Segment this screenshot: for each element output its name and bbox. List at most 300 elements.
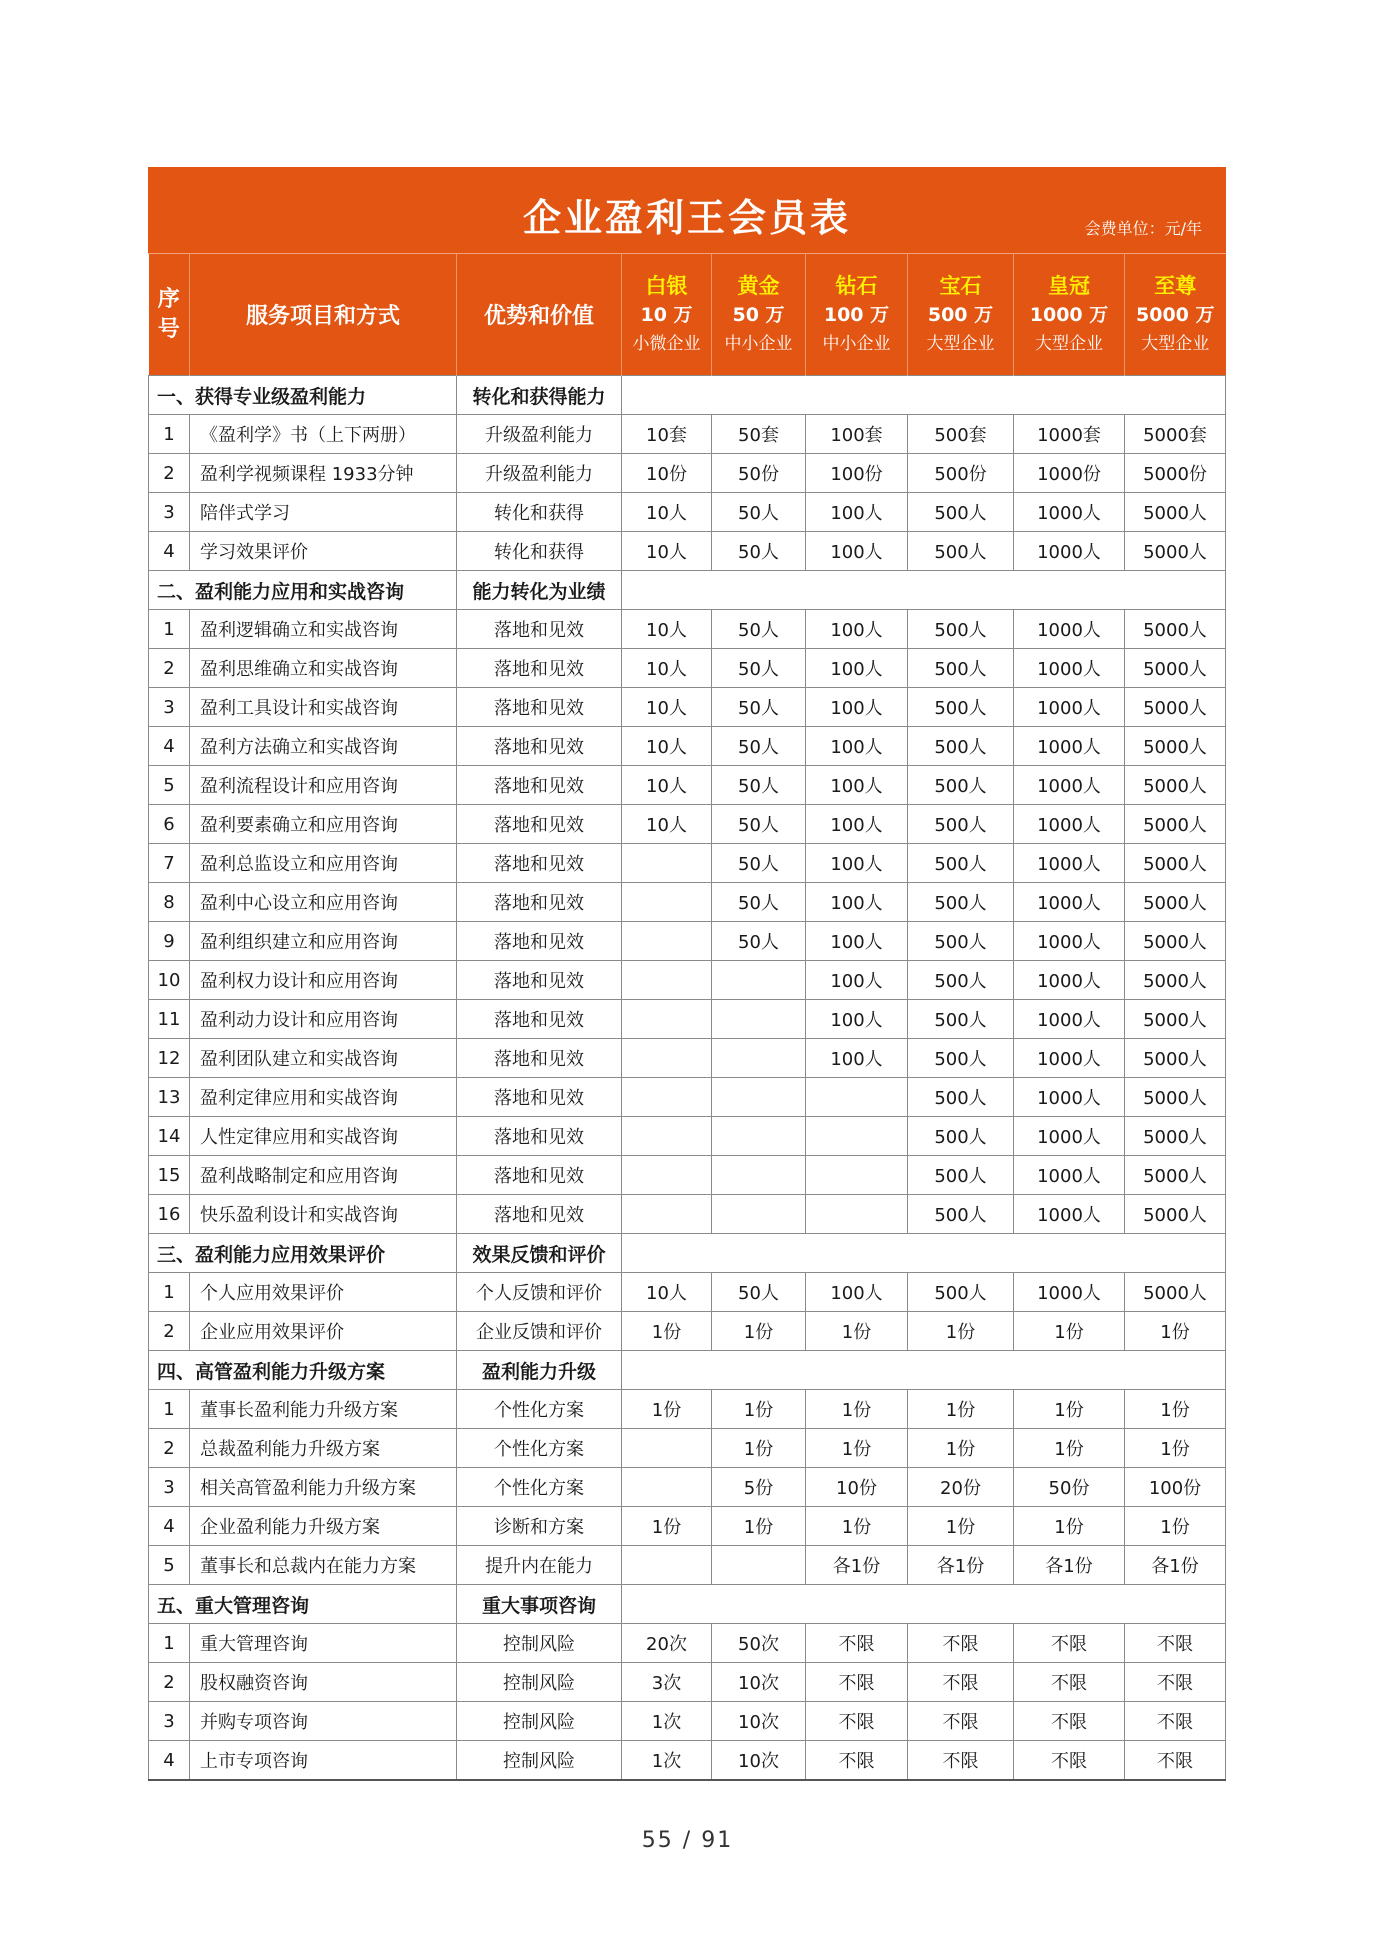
row-advantage: 升级盈利能力	[457, 454, 622, 493]
row-tier-value: 500人	[908, 961, 1014, 1000]
table-row	[149, 883, 1226, 922]
row-tier-value: 不限	[908, 1741, 1014, 1781]
row-seq: 4	[149, 727, 190, 766]
row-tier-value: 10人	[622, 610, 712, 649]
tier-price: 5000 万	[1136, 303, 1215, 326]
row-tier-value: 50人	[712, 922, 806, 961]
row-tier-value: 500人	[908, 1156, 1014, 1195]
row-tier-value: 1份	[1014, 1390, 1125, 1429]
table-header	[149, 254, 1226, 376]
tier-size: 大型企业	[1141, 333, 1210, 354]
row-advantage: 落地和见效	[457, 1078, 622, 1117]
header-tier	[908, 254, 1014, 376]
row-tier-value: 500人	[908, 493, 1014, 532]
row-seq: 9	[149, 922, 190, 961]
section-filler	[622, 376, 1226, 415]
row-advantage: 个性化方案	[457, 1468, 622, 1507]
table-row	[149, 1468, 1226, 1507]
row-tier-value: 50人	[712, 766, 806, 805]
section-title: 三、盈利能力应用效果评价	[149, 1234, 457, 1273]
row-seq: 8	[149, 883, 190, 922]
row-tier-value	[806, 1195, 908, 1234]
row-tier-value: 50次	[712, 1624, 806, 1663]
row-service: 盈利中心设立和应用咨询	[190, 883, 457, 922]
row-tier-value: 5000人	[1125, 493, 1226, 532]
row-tier-value: 20次	[622, 1624, 712, 1663]
row-tier-value: 50份	[1014, 1468, 1125, 1507]
row-service: 盈利工具设计和实战咨询	[190, 688, 457, 727]
table-row	[149, 649, 1226, 688]
page-number	[0, 1828, 1375, 1853]
row-tier-value: 500人	[908, 727, 1014, 766]
row-service: 上市专项咨询	[190, 1741, 457, 1781]
row-service: 盈利总监设立和应用咨询	[190, 844, 457, 883]
row-tier-value: 1000人	[1014, 1078, 1125, 1117]
tier-size: 中小企业	[724, 333, 793, 354]
row-tier-value: 5份	[712, 1468, 806, 1507]
row-tier-value: 5000人	[1125, 1195, 1226, 1234]
section-advantage: 盈利能力升级	[457, 1351, 622, 1390]
row-tier-value: 100人	[806, 1273, 908, 1312]
row-advantage: 落地和见效	[457, 805, 622, 844]
row-tier-value: 10份	[806, 1468, 908, 1507]
table-row	[149, 610, 1226, 649]
row-tier-value	[712, 1000, 806, 1039]
row-tier-value: 5000人	[1125, 805, 1226, 844]
row-tier-value: 1000人	[1014, 1156, 1125, 1195]
row-tier-value: 1份	[806, 1429, 908, 1468]
row-tier-value: 10人	[622, 727, 712, 766]
row-tier-value	[712, 961, 806, 1000]
row-seq: 3	[149, 688, 190, 727]
row-service: 《盈利学》书（上下两册）	[190, 415, 457, 454]
row-tier-value: 1000人	[1014, 1273, 1125, 1312]
row-tier-value: 1000人	[1014, 727, 1125, 766]
row-advantage: 个人反馈和评价	[457, 1273, 622, 1312]
row-tier-value: 500人	[908, 1039, 1014, 1078]
row-tier-value: 5000人	[1125, 922, 1226, 961]
row-tier-value: 100人	[806, 1039, 908, 1078]
row-tier-value	[622, 1468, 712, 1507]
table-row	[149, 1195, 1226, 1234]
row-service: 盈利组织建立和应用咨询	[190, 922, 457, 961]
row-seq: 1	[149, 1390, 190, 1429]
row-tier-value	[712, 1546, 806, 1585]
page-total: 91	[701, 1828, 734, 1853]
row-seq: 5	[149, 766, 190, 805]
row-seq: 2	[149, 1312, 190, 1351]
table-row	[149, 454, 1226, 493]
table-row	[149, 415, 1226, 454]
row-tier-value: 500人	[908, 805, 1014, 844]
row-tier-value	[622, 1078, 712, 1117]
row-advantage: 提升内在能力	[457, 1546, 622, 1585]
row-advantage: 诊断和方案	[457, 1507, 622, 1546]
row-advantage: 落地和见效	[457, 688, 622, 727]
row-advantage: 落地和见效	[457, 1117, 622, 1156]
header-row	[149, 254, 1226, 376]
row-tier-value: 50人	[712, 805, 806, 844]
header-seq-label: 序 号	[157, 286, 180, 342]
row-tier-value: 50人	[712, 610, 806, 649]
row-tier-value: 50人	[712, 493, 806, 532]
title-banner	[148, 167, 1226, 254]
row-tier-value: 不限	[806, 1663, 908, 1702]
row-advantage: 落地和见效	[457, 766, 622, 805]
row-tier-value	[712, 1117, 806, 1156]
row-tier-value	[622, 922, 712, 961]
header-tier	[1014, 254, 1125, 376]
section-filler	[622, 1234, 1226, 1273]
row-tier-value	[712, 1039, 806, 1078]
row-tier-value	[712, 1156, 806, 1195]
table-row	[149, 1624, 1226, 1663]
membership-table	[148, 254, 1226, 1781]
row-tier-value: 50份	[712, 454, 806, 493]
row-service: 个人应用效果评价	[190, 1273, 457, 1312]
row-tier-value: 500人	[908, 649, 1014, 688]
row-service: 企业应用效果评价	[190, 1312, 457, 1351]
row-tier-value: 10次	[712, 1663, 806, 1702]
tier-size: 中小企业	[822, 333, 891, 354]
row-tier-value: 10人	[622, 688, 712, 727]
row-tier-value: 500人	[908, 688, 1014, 727]
row-tier-value: 50人	[712, 1273, 806, 1312]
row-tier-value: 100人	[806, 844, 908, 883]
table-row	[149, 844, 1226, 883]
row-tier-value: 1次	[622, 1702, 712, 1741]
row-seq: 2	[149, 1429, 190, 1468]
row-service: 企业盈利能力升级方案	[190, 1507, 457, 1546]
row-seq: 3	[149, 1468, 190, 1507]
row-tier-value: 10人	[622, 649, 712, 688]
row-service: 盈利逻辑确立和实战咨询	[190, 610, 457, 649]
row-service: 董事长和总裁内在能力方案	[190, 1546, 457, 1585]
row-seq: 11	[149, 1000, 190, 1039]
row-tier-value: 不限	[908, 1663, 1014, 1702]
row-tier-value: 1份	[806, 1390, 908, 1429]
row-tier-value: 10人	[622, 1273, 712, 1312]
row-tier-value: 1份	[908, 1507, 1014, 1546]
row-service: 盈利定律应用和实战咨询	[190, 1078, 457, 1117]
row-service: 总裁盈利能力升级方案	[190, 1429, 457, 1468]
row-tier-value: 1份	[1125, 1507, 1226, 1546]
header-service: 服务项目和方式	[190, 254, 457, 376]
tier-name: 至尊	[1154, 273, 1197, 298]
row-tier-value: 100人	[806, 610, 908, 649]
tier-name: 钻石	[835, 273, 878, 298]
section-title: 四、高管盈利能力升级方案	[149, 1351, 457, 1390]
row-tier-value	[622, 1156, 712, 1195]
row-tier-value: 1份	[622, 1390, 712, 1429]
table-row	[149, 688, 1226, 727]
row-tier-value: 100人	[806, 805, 908, 844]
header-advantage: 优势和价值	[457, 254, 622, 376]
row-tier-value: 50人	[712, 688, 806, 727]
header-tier	[806, 254, 908, 376]
tier-size: 小微企业	[632, 333, 701, 354]
row-seq: 1	[149, 1273, 190, 1312]
row-tier-value: 5000人	[1125, 649, 1226, 688]
row-tier-value: 1份	[1125, 1312, 1226, 1351]
row-tier-value: 1000人	[1014, 688, 1125, 727]
table-row	[149, 1039, 1226, 1078]
row-tier-value: 500人	[908, 532, 1014, 571]
row-tier-value: 1000人	[1014, 1039, 1125, 1078]
row-tier-value: 1份	[712, 1312, 806, 1351]
row-tier-value: 5000人	[1125, 610, 1226, 649]
row-service: 盈利要素确立和应用咨询	[190, 805, 457, 844]
tier-size: 大型企业	[926, 333, 995, 354]
row-tier-value	[712, 1195, 806, 1234]
row-tier-value: 100人	[806, 688, 908, 727]
row-seq: 13	[149, 1078, 190, 1117]
row-service: 并购专项咨询	[190, 1702, 457, 1741]
table-row	[149, 727, 1226, 766]
row-tier-value: 10次	[712, 1702, 806, 1741]
row-tier-value: 各1份	[1014, 1546, 1125, 1585]
row-tier-value: 1000人	[1014, 961, 1125, 1000]
table-row	[149, 1429, 1226, 1468]
row-service: 盈利团队建立和实战咨询	[190, 1039, 457, 1078]
row-tier-value: 各1份	[1125, 1546, 1226, 1585]
header-tier	[622, 254, 712, 376]
row-tier-value: 1份	[712, 1507, 806, 1546]
row-tier-value	[622, 1429, 712, 1468]
row-tier-value: 1000人	[1014, 805, 1125, 844]
row-tier-value: 100人	[806, 727, 908, 766]
row-tier-value: 1000套	[1014, 415, 1125, 454]
table-row	[149, 961, 1226, 1000]
row-tier-value: 1000人	[1014, 493, 1125, 532]
row-tier-value	[622, 1039, 712, 1078]
tier-price: 50 万	[732, 303, 785, 326]
row-advantage: 落地和见效	[457, 961, 622, 1000]
row-tier-value: 1份	[806, 1312, 908, 1351]
tier-name: 皇冠	[1048, 273, 1090, 298]
row-seq: 2	[149, 649, 190, 688]
row-tier-value: 各1份	[908, 1546, 1014, 1585]
table-row	[149, 1507, 1226, 1546]
tier-price: 10 万	[640, 303, 693, 326]
row-seq: 16	[149, 1195, 190, 1234]
section-advantage: 重大事项咨询	[457, 1585, 622, 1624]
row-tier-value: 1000人	[1014, 1117, 1125, 1156]
row-advantage: 转化和获得	[457, 532, 622, 571]
row-seq: 5	[149, 1546, 190, 1585]
row-tier-value: 不限	[908, 1624, 1014, 1663]
row-service: 重大管理咨询	[190, 1624, 457, 1663]
row-seq: 12	[149, 1039, 190, 1078]
row-tier-value: 1份	[1014, 1507, 1125, 1546]
row-tier-value: 500人	[908, 1000, 1014, 1039]
row-tier-value: 1000人	[1014, 1195, 1125, 1234]
row-tier-value: 5000套	[1125, 415, 1226, 454]
row-service: 盈利权力设计和应用咨询	[190, 961, 457, 1000]
row-tier-value: 1000人	[1014, 883, 1125, 922]
row-tier-value: 1份	[1125, 1429, 1226, 1468]
row-tier-value: 500人	[908, 844, 1014, 883]
table-row	[149, 1156, 1226, 1195]
row-tier-value: 5000人	[1125, 1078, 1226, 1117]
tier-size: 大型企业	[1035, 333, 1103, 354]
row-tier-value: 1份	[1014, 1429, 1125, 1468]
row-tier-value	[806, 1078, 908, 1117]
table-row	[149, 1663, 1226, 1702]
row-service: 学习效果评价	[190, 532, 457, 571]
row-tier-value: 10次	[712, 1741, 806, 1781]
row-tier-value: 不限	[1125, 1702, 1226, 1741]
row-tier-value: 500人	[908, 1195, 1014, 1234]
section-advantage: 效果反馈和评价	[457, 1234, 622, 1273]
row-tier-value	[622, 1000, 712, 1039]
row-tier-value: 100份	[1125, 1468, 1226, 1507]
row-tier-value: 100人	[806, 961, 908, 1000]
row-advantage: 升级盈利能力	[457, 415, 622, 454]
row-tier-value: 5000人	[1125, 1000, 1226, 1039]
tier-name: 黄金	[737, 273, 780, 298]
row-seq: 7	[149, 844, 190, 883]
table-row	[149, 1078, 1226, 1117]
section-title: 一、获得专业级盈利能力	[149, 376, 457, 415]
row-tier-value: 10人	[622, 532, 712, 571]
table-row	[149, 493, 1226, 532]
section-title: 五、重大管理咨询	[149, 1585, 457, 1624]
row-tier-value: 1000人	[1014, 649, 1125, 688]
row-tier-value: 不限	[1014, 1741, 1125, 1781]
row-tier-value: 10人	[622, 766, 712, 805]
row-tier-value: 50人	[712, 844, 806, 883]
row-advantage: 企业反馈和评价	[457, 1312, 622, 1351]
row-advantage: 个性化方案	[457, 1429, 622, 1468]
row-tier-value: 500人	[908, 1117, 1014, 1156]
row-service: 陪伴式学习	[190, 493, 457, 532]
row-tier-value: 100套	[806, 415, 908, 454]
section-title: 二、盈利能力应用和实战咨询	[149, 571, 457, 610]
row-seq: 10	[149, 961, 190, 1000]
row-tier-value: 5000人	[1125, 1039, 1226, 1078]
table-row	[149, 532, 1226, 571]
row-seq: 14	[149, 1117, 190, 1156]
table-row	[149, 1117, 1226, 1156]
row-tier-value: 500人	[908, 883, 1014, 922]
row-seq: 15	[149, 1156, 190, 1195]
row-seq: 2	[149, 1663, 190, 1702]
row-tier-value: 100人	[806, 532, 908, 571]
page-current: 55	[641, 1828, 674, 1853]
row-tier-value: 100人	[806, 883, 908, 922]
row-tier-value: 50人	[712, 727, 806, 766]
row-tier-value: 10份	[622, 454, 712, 493]
row-tier-value: 不限	[806, 1624, 908, 1663]
row-tier-value: 1次	[622, 1741, 712, 1781]
row-tier-value	[806, 1156, 908, 1195]
row-advantage: 落地和见效	[457, 844, 622, 883]
row-tier-value: 不限	[1125, 1741, 1226, 1781]
row-advantage: 落地和见效	[457, 649, 622, 688]
header-seq	[149, 254, 190, 376]
section-row	[149, 376, 1226, 415]
row-tier-value: 5000份	[1125, 454, 1226, 493]
row-tier-value: 1份	[806, 1507, 908, 1546]
section-row	[149, 1585, 1226, 1624]
row-advantage: 落地和见效	[457, 883, 622, 922]
row-advantage: 控制风险	[457, 1663, 622, 1702]
tier-price: 500 万	[927, 303, 994, 326]
row-advantage: 控制风险	[457, 1702, 622, 1741]
row-tier-value: 1000人	[1014, 922, 1125, 961]
row-seq: 3	[149, 493, 190, 532]
row-tier-value: 10人	[622, 493, 712, 532]
row-tier-value: 100人	[806, 1000, 908, 1039]
table-row	[149, 1390, 1226, 1429]
table-body	[149, 376, 1226, 1781]
row-advantage: 落地和见效	[457, 610, 622, 649]
row-tier-value: 5000人	[1125, 532, 1226, 571]
row-seq: 4	[149, 532, 190, 571]
membership-table-sheet	[148, 167, 1226, 1781]
row-tier-value: 1份	[1125, 1390, 1226, 1429]
table-row	[149, 1312, 1226, 1351]
row-tier-value: 1000人	[1014, 1000, 1125, 1039]
row-tier-value	[622, 883, 712, 922]
page-title: 企业盈利王会员表	[522, 196, 851, 240]
row-tier-value: 1000人	[1014, 766, 1125, 805]
row-advantage: 落地和见效	[457, 1156, 622, 1195]
row-advantage: 控制风险	[457, 1741, 622, 1781]
row-tier-value: 1份	[908, 1429, 1014, 1468]
header-tier	[712, 254, 806, 376]
row-tier-value: 不限	[806, 1741, 908, 1781]
row-tier-value: 10人	[622, 805, 712, 844]
tier-price: 100 万	[823, 303, 890, 326]
row-advantage: 控制风险	[457, 1624, 622, 1663]
row-service: 相关高管盈利能力升级方案	[190, 1468, 457, 1507]
row-advantage: 落地和见效	[457, 922, 622, 961]
row-tier-value: 1000人	[1014, 532, 1125, 571]
row-tier-value: 500套	[908, 415, 1014, 454]
row-seq: 6	[149, 805, 190, 844]
row-seq: 3	[149, 1702, 190, 1741]
row-tier-value: 50人	[712, 532, 806, 571]
row-seq: 4	[149, 1507, 190, 1546]
row-tier-value: 50套	[712, 415, 806, 454]
page-separator: /	[682, 1828, 693, 1853]
row-seq: 1	[149, 610, 190, 649]
section-row	[149, 571, 1226, 610]
table-row	[149, 1702, 1226, 1741]
table-row	[149, 1273, 1226, 1312]
row-tier-value: 1份	[1014, 1312, 1125, 1351]
row-tier-value: 5000人	[1125, 844, 1226, 883]
header-tier	[1125, 254, 1226, 376]
row-advantage: 转化和获得	[457, 493, 622, 532]
table-row	[149, 766, 1226, 805]
row-tier-value	[622, 961, 712, 1000]
row-tier-value: 50人	[712, 649, 806, 688]
row-service: 盈利学视频课程 1933分钟	[190, 454, 457, 493]
row-tier-value: 100人	[806, 766, 908, 805]
row-tier-value	[622, 1117, 712, 1156]
row-tier-value: 1份	[908, 1390, 1014, 1429]
row-tier-value: 1000人	[1014, 844, 1125, 883]
row-tier-value: 5000人	[1125, 883, 1226, 922]
table-row	[149, 1741, 1226, 1781]
row-tier-value: 5000人	[1125, 727, 1226, 766]
row-tier-value: 100份	[806, 454, 908, 493]
tier-price: 1000 万	[1029, 303, 1109, 326]
row-tier-value: 500人	[908, 766, 1014, 805]
